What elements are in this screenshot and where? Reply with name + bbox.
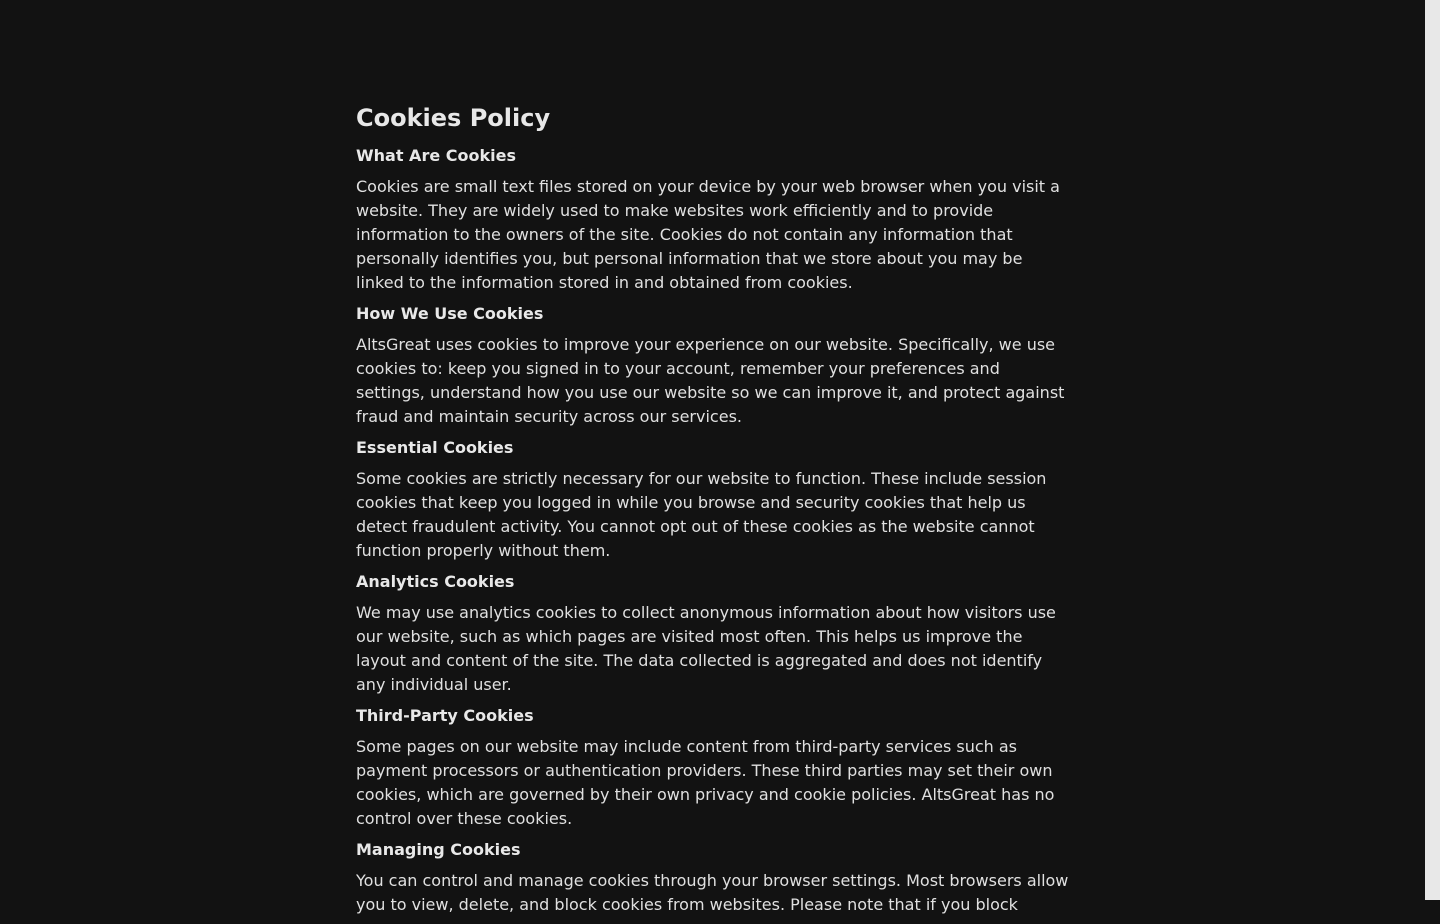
section-body-managing-cookies: You can control and manage cookies through your browser settings. Most browsers allow you to view, delete, and block cookies from websites. Please note that if you block xyxy=(356,871,1069,914)
section-heading-third-party-cookies: Third-Party Cookies xyxy=(356,706,534,725)
section-heading-how-we-use-cookies: How We Use Cookies xyxy=(356,304,544,323)
section-heading-managing-cookies: Managing Cookies xyxy=(356,840,521,859)
section-heading-essential-cookies: Essential Cookies xyxy=(356,438,514,457)
page-title: Cookies Policy xyxy=(356,104,551,132)
section-body-essential-cookies: Some cookies are strictly necessary for our website to function. These include session cookies that keep you logged in while you browse and security cookies that help us detect fraudulent activity. You cannot opt out of these cookies as the website cannot function properly without them. xyxy=(356,469,1047,560)
section-body-how-we-use-cookies: AltsGreat uses cookies to improve your experience on our website. Specifically, we use cookies to: keep you signed in to your account, remember your preferences and settings, understand how you use our website so we can improve it, and protect against fraud and maintain security across our services. xyxy=(356,335,1065,426)
page-scrollbar[interactable] xyxy=(1425,0,1440,900)
policy-content xyxy=(356,101,1072,924)
section-heading-what-are-cookies: What Are Cookies xyxy=(356,146,516,165)
section-heading-analytics-cookies: Analytics Cookies xyxy=(356,572,515,591)
section-body-analytics-cookies: We may use analytics cookies to collect anonymous information about how visitors use our website, such as which pages are visited most often. This helps us improve the layout and content of the site. The data collected is aggregated and does not identify any individual user. xyxy=(356,603,1056,694)
section-body-third-party-cookies: Some pages on our website may include content from third-party services such as payment processors or authentication providers. These third parties may set their own cookies, which are governed by their own privacy and cookie policies. AltsGreat has no control over these cookies. xyxy=(356,737,1055,828)
section-body-what-are-cookies: Cookies are small text files stored on your device by your web browser when you visit a website. They are widely used to make websites work efficiently and to provide information to the owners of the site. Cookies do not contain any information that personally identifies you, but personal information that we store about you may be linked to the information stored in and obtained from cookies. xyxy=(356,177,1060,292)
